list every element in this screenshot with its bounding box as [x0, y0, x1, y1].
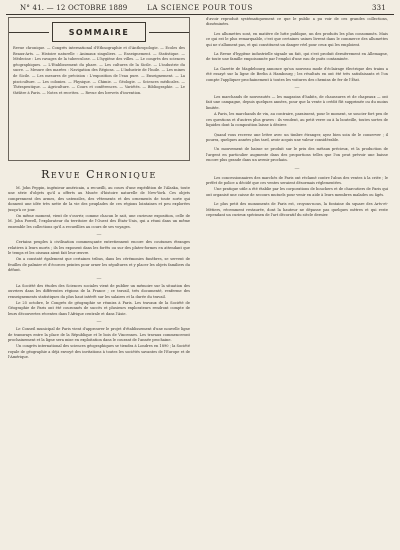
article-paragraph: Les concessionnaires des marchés de Paris ont réclamé contre l'abus des ventes à la criée ; le préfet de police a décidé que ces ventes seraient désormais réglementées.	[206, 175, 388, 185]
article-paragraph: A Paris, les marchands de vin, au contraire, paraissent, pour le moment, se soucier fort peu de ces questions et d'autres plus graves : ils vendent, au petit verre ou à la bouteille, toutes sortes de liquides dont la composition laisse à désirer.	[206, 112, 388, 128]
left-column	[8, 17, 190, 545]
section-title: Revue Chronique	[41, 168, 157, 181]
sommaire-banner	[52, 22, 146, 42]
article-paragraph: Quand vous recevez une lettre avec un timbre étranger, ayez bien soin de le conserver ; il pourra, quelques années plus tard, avoir acquis une valeur considérable.	[206, 132, 388, 142]
article-paragraph: Les allumettes sont, en matière de lutte publique, un des produits les plus consommés. Mais ce qui est le plus remarquable, c'est que certaines usines livrent dans le commerce des allumettes qui ne s'allument pas, et qui constituent un danger réel pour ceux qui les emploient.	[206, 31, 388, 47]
article-paragraph: Le 25 octobre, le Congrès de géographie se réunira à Paris. Les travaux de la Société de Géographie de Paris ont été couronnés de succès et plusieurs explorateurs rendront compte de leurs découvertes récentes dans l'Afrique centrale et dans l'Asie.	[8, 300, 190, 316]
separator-dash: —	[96, 275, 102, 282]
article-paragraph: On a constaté également que certaines tribus, dans les cérémonies funèbres, se servent de feuilles de palmier et d'écorces peintes pour orner les sépultures et y placer les objets familiers du défunt.	[8, 257, 190, 273]
article-paragraph: d'avoir reproduit systématiquement ce que le public a pu voir de ces grandes collections, disséminées.	[206, 17, 388, 27]
article-paragraph: La Société des études des Sciences sociales vient de publier un mémoire sur la situation des ouvriers dans les différentes régions de la France ; ce travail, très documenté, renferme des renseignements statistiques du plus haut intérêt sur les salaires et la durée du travail.	[8, 283, 190, 299]
right-column	[206, 17, 388, 545]
sommaire-text: Revue chronique. — Congrès international d'Ethnographie et d'Anthropologie. — Ecoles des Beaux-Arts. — Histoire naturelle : Animaux singuliers. — Enseignement. — Statistique. — Médecine : Les ravages de la tuberculose. — L'hygiène des villes. — Le congrès des sciences géographiques. — L'Etablissement du phare. — Les cultures de la Sicile. — L'industrie du sucre. — Mesure des marées : Navigation des Régions. — L'Industrie de l'huile. — Les mines de Sicile. — Les mesures de précision : L'exposition de l'eau pure. — Enseignement. — La pisciculture. — Les colonies. — Physique. — Chimie. — Géologie. — Sciences médicales. — Thérapeutique. — Agriculture. — Cours et conférences. — Variétés. — Bibliographie. — Le théâtre à Paris. — Notes et recettes. — Revue des brevets d'invention.	[13, 46, 185, 95]
header-rule	[6, 14, 394, 15]
separator-dash: —	[294, 165, 300, 172]
journal-title: LA SCIENCE POUR TOUS	[147, 4, 253, 12]
article-paragraph: M. John Peppin, ingénieur américain, a recueilli, au cours d'une expédition de l'Alaska, toute une série d'objets qu'il a offerts au Musée d'histoire naturelle de New-York. Ces objets comprennent des armes, des ustensiles, des vêtements et des ornements de toute sorte qui donnent une idée très nette de la vie des peuplades de ces régions lointaines et peu explorées jusqu'à ce jour.	[8, 186, 190, 212]
page-number: 331	[372, 4, 386, 12]
page-header	[6, 3, 394, 13]
article-paragraph: Un congrès international des sciences géographiques se tiendra à Londres en 1890 ; la Société royale de géographie a déjà envoyé des invitations à toutes les sociétés savantes de l'Europe et de l'Amérique.	[8, 344, 190, 360]
sommaire-box	[8, 17, 190, 161]
separator-dash: —	[294, 85, 300, 92]
article-paragraph: Les marchands de nouveautés — les magasins d'habits, de chaussures et de chapeaux — ont fait une campagne, depuis quelques années, pour que la vente à crédit fût supprimée ou du moins limitée.	[206, 95, 388, 110]
article-paragraph: On même moment, vient de s'ouvrir, comme chacun le sait, une curieuse exposition, celle de M. John Powell, l'explorateur du territoire de l'Ouest des États-Unis, qui a réuni dans un même ensemble les collections qu'il a recueillies au cours de ses voyages.	[8, 214, 190, 229]
article-paragraph: Le Conseil municipal de Paris vient d'approuver le projet d'établissement d'une nouvelle ligne de tramways entre la place de la République et le bois de Vincennes. Les travaux commenceront prochainement et la ligne sera mise en exploitation dans le courant de l'année prochaine.	[8, 327, 190, 342]
article-paragraph: Une pratique utile a été établie par les corporations de bouchers et de charcutiers de Paris qui ont organisé une caisse de secours mutuels pour venir en aide à leurs membres malades ou âgés.	[206, 187, 388, 197]
separator-dash: —	[96, 232, 102, 239]
separator-dash: —	[96, 319, 102, 326]
article-paragraph: Un mouvement de baisse se produit sur le prix des métaux précieux, et la production de l'argent en particulier augmente dans des proportions telles que l'on peut prévoir une baisse encore plus grande dans un avenir prochain.	[206, 147, 388, 163]
article-paragraph: Le plus petit des monuments de Paris est, croyons-nous, la fontaine du square des Arts-et-Métiers, récemment restaurée, dont la hauteur ne dépasse pas quelques mètres et qui reste cependant un curieux spécimen de l'art décoratif du siècle dernier.	[206, 202, 388, 217]
issue-number: N° 41. — 12 OCTOBRE 1889	[20, 4, 128, 12]
article-paragraph: La Gazette de Magdebourg annonce qu'un nouveau mode d'éclairage électrique des trains a été essayé sur la ligne de Berlin à Hambourg ; les résultats en ont été très satisfaisants et l'on compte l'appliquer prochainement à toutes les voitures des chemins de fer de l'État.	[206, 66, 388, 82]
article-paragraph: Certains peuples à civilisation commençante entretiennent encore des coutumes étranges relatives à leurs morts ; ils les exposent dans les forêts ou sur des plates-formes en attendant que le temps et les oiseaux aient fait leur œuvre.	[8, 240, 190, 256]
sommaire-heading: SOMMAIRE	[68, 27, 130, 37]
article-paragraph: La Revue d'hygiène industrielle signale un fait, qui s'est produit dernièrement en Allemagne, de toute une famille empoisonnée par l'emploi d'une eau de puits contaminée.	[206, 52, 388, 62]
